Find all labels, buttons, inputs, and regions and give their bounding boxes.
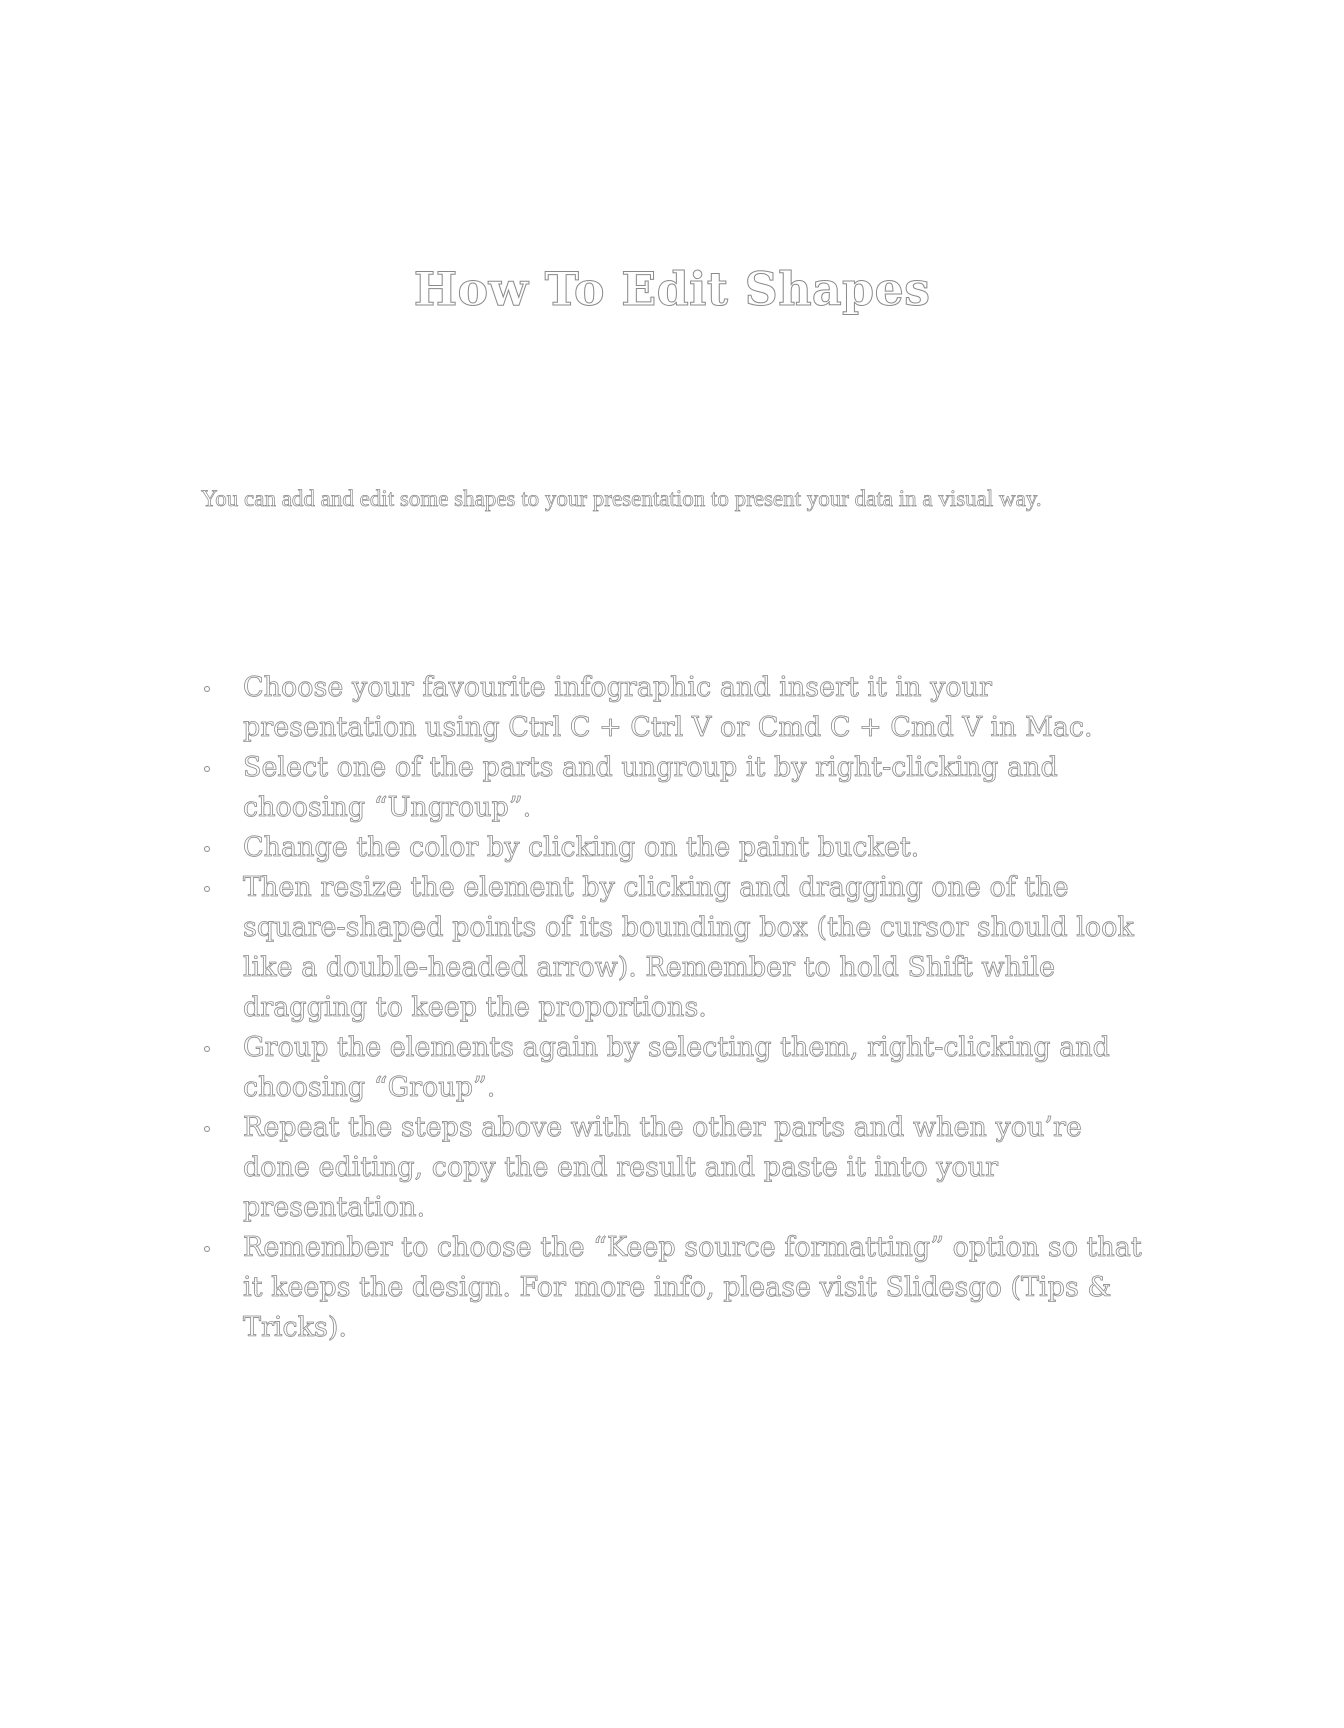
step-text: Repeat the steps above with the other parts and when you’re done editing, copy the end result and paste it into your presentation. (243, 1112, 1082, 1223)
bullet-icon (204, 1246, 210, 1252)
list-item (201, 748, 1151, 828)
intro-text: You can add and edit some shapes to your presentation to present your data in a visual way. (201, 486, 1042, 511)
bullet-icon (204, 686, 210, 692)
step-text: Then resize the element by clicking and dragging one of the square-shaped points of its bounding box (the cursor should look like a double-headed arrow). Remember to hold Shift while dragging to keep the proportions. (243, 872, 1134, 1023)
step-text: Group the elements again by selecting them, right-clicking and choosing “Group”. (243, 1032, 1110, 1103)
step-text: Change the color by clicking on the paint bucket. (243, 832, 920, 863)
step-text: Remember to choose the “Keep source formatting” option so that it keeps the design. For more info, please visit Slidesgo (Tips & Tricks). (243, 1232, 1142, 1343)
page-title: How To Edit Shapes (413, 262, 931, 316)
bullet-icon (204, 846, 210, 852)
list-item (201, 868, 1151, 1028)
step-text: Select one of the parts and ungroup it by right-clicking and choosing “Ungroup”. (243, 752, 1058, 823)
list-item (201, 828, 1151, 868)
step-text: Choose your favourite infographic and insert it in your presentation using Ctrl C + Ctrl V or Cmd C + Cmd V in Mac. (243, 672, 1093, 743)
intro-paragraph (201, 484, 1141, 513)
bullet-icon (204, 886, 210, 892)
list-item (201, 1108, 1151, 1228)
bullet-icon (204, 1126, 210, 1132)
bullet-icon (204, 766, 210, 772)
bullet-icon (204, 1046, 210, 1052)
list-item (201, 1228, 1151, 1348)
steps-list (201, 668, 1151, 1348)
list-item (201, 1028, 1151, 1108)
list-item (201, 668, 1151, 748)
